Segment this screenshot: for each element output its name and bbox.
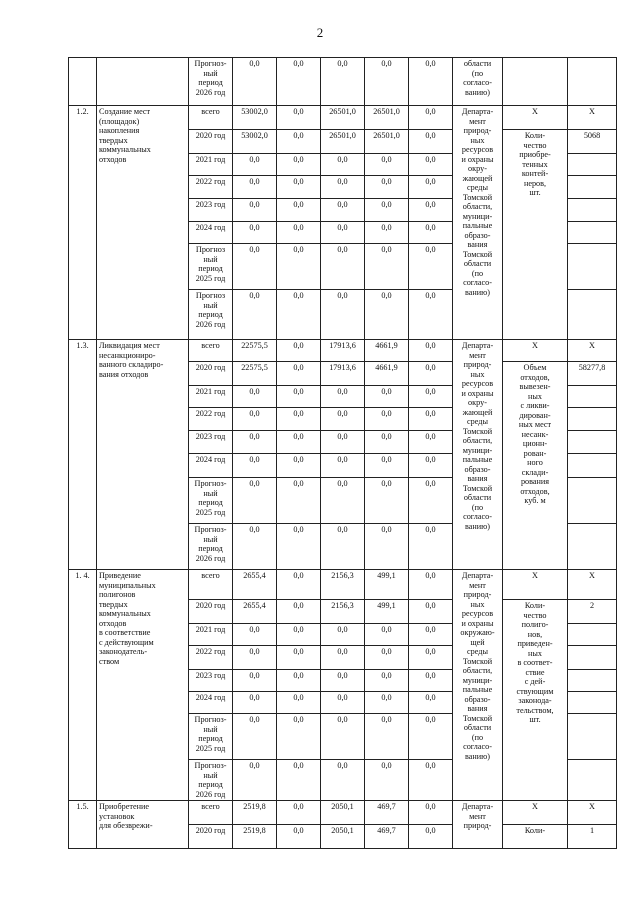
item-name: Приведение муниципальных полигонов твердых коммунальных отходов в соответствие с действующим законодатель- ством — [97, 570, 189, 801]
indicator-value — [568, 408, 617, 431]
amount-cell: 0,0 — [365, 431, 409, 454]
amount-cell: 469,7 — [365, 825, 409, 849]
indicator-value — [568, 624, 617, 646]
amount-cell: 0,0 — [233, 290, 277, 340]
amount-cell: 0,0 — [409, 130, 453, 154]
amount-cell: 0,0 — [233, 222, 277, 244]
indicator-value — [568, 431, 617, 454]
amount-cell: 17913,6 — [321, 340, 365, 362]
indicator-value — [568, 176, 617, 199]
amount-cell: 0,0 — [409, 760, 453, 801]
indicator-value: X — [568, 801, 617, 825]
item-number: 1.3. — [69, 340, 97, 570]
indicator-value — [568, 454, 617, 478]
item-name — [97, 58, 189, 106]
amount-cell: 0,0 — [365, 454, 409, 478]
amount-cell: 0,0 — [321, 58, 365, 106]
amount-cell: 2050,1 — [321, 825, 365, 849]
table-row — [69, 58, 617, 106]
period-label: 2022 год — [189, 408, 233, 431]
amount-cell: 0,0 — [321, 199, 365, 222]
amount-cell: 0,0 — [409, 362, 453, 386]
amount-cell: 0,0 — [277, 760, 321, 801]
program-table — [68, 57, 617, 849]
period-label: 2024 год — [189, 454, 233, 478]
amount-cell: 0,0 — [321, 524, 365, 570]
amount-cell: 0,0 — [233, 714, 277, 760]
amount-cell: 0,0 — [409, 478, 453, 524]
amount-cell: 0,0 — [321, 670, 365, 692]
amount-cell: 0,0 — [277, 692, 321, 714]
amount-cell: 0,0 — [409, 340, 453, 362]
table-body — [69, 58, 617, 849]
amount-cell: 0,0 — [409, 570, 453, 600]
amount-cell: 0,0 — [365, 386, 409, 408]
amount-cell: 0,0 — [233, 408, 277, 431]
indicator-name: Коли- чество полиго- нов, приведен- ных в соответ- ствие с дей- ствующим законода- тельством, шт. — [503, 600, 568, 801]
amount-cell: 0,0 — [233, 646, 277, 670]
amount-cell: 0,0 — [409, 431, 453, 454]
amount-cell: 2655,4 — [233, 570, 277, 600]
table-row — [69, 801, 617, 825]
amount-cell: 0,0 — [233, 176, 277, 199]
amount-cell: 2655,4 — [233, 600, 277, 624]
indicator-value — [568, 154, 617, 176]
amount-cell: 0,0 — [277, 646, 321, 670]
amount-cell: 53002,0 — [233, 106, 277, 130]
indicator-value — [568, 290, 617, 340]
amount-cell: 0,0 — [409, 692, 453, 714]
amount-cell: 0,0 — [277, 176, 321, 199]
indicator-value: X — [568, 570, 617, 600]
amount-cell: 0,0 — [409, 801, 453, 825]
period-label: 2024 год — [189, 222, 233, 244]
amount-cell: 0,0 — [409, 714, 453, 760]
indicator-name — [503, 58, 568, 106]
period-label: 2022 год — [189, 176, 233, 199]
item-name: Приобретение установок для обезврежи- — [97, 801, 189, 849]
period-label: 2023 год — [189, 670, 233, 692]
indicator-value — [568, 670, 617, 692]
amount-cell: 0,0 — [321, 290, 365, 340]
page-number: 2 — [316, 25, 324, 40]
period-label: 2022 год — [189, 646, 233, 670]
item-name: Создание мест (площадок) накопления твердых коммунальных отходов — [97, 106, 189, 340]
amount-cell: 0,0 — [409, 106, 453, 130]
indicator-value — [568, 58, 617, 106]
amount-cell: 0,0 — [277, 408, 321, 431]
period-label: 2020 год — [189, 825, 233, 849]
responsible-executor: Департа- мент природ- — [453, 801, 503, 849]
table-row — [69, 106, 617, 130]
period-label: 2020 год — [189, 600, 233, 624]
amount-cell: 499,1 — [365, 570, 409, 600]
period-label: 2024 год — [189, 692, 233, 714]
amount-cell: 0,0 — [365, 670, 409, 692]
amount-cell: 0,0 — [365, 199, 409, 222]
indicator-value — [568, 646, 617, 670]
indicator-value — [568, 222, 617, 244]
amount-cell: 0,0 — [321, 478, 365, 524]
amount-cell: 0,0 — [409, 624, 453, 646]
period-label: Прогноз- ный период 2026 год — [189, 524, 233, 570]
amount-cell: 0,0 — [277, 570, 321, 600]
amount-cell: 0,0 — [277, 290, 321, 340]
amount-cell: 0,0 — [321, 646, 365, 670]
amount-cell: 0,0 — [365, 176, 409, 199]
amount-cell: 2156,3 — [321, 570, 365, 600]
amount-cell: 0,0 — [409, 825, 453, 849]
table-row — [69, 340, 617, 362]
amount-cell: 0,0 — [233, 670, 277, 692]
amount-cell: 0,0 — [277, 362, 321, 386]
amount-cell: 0,0 — [409, 58, 453, 106]
item-number — [69, 58, 97, 106]
period-label: 2023 год — [189, 199, 233, 222]
amount-cell: 0,0 — [321, 386, 365, 408]
indicator-value — [568, 524, 617, 570]
amount-cell: 0,0 — [409, 386, 453, 408]
table-row — [69, 570, 617, 600]
period-label: Прогноз ный период 2026 год — [189, 290, 233, 340]
indicator-value: X — [568, 106, 617, 130]
amount-cell: 0,0 — [409, 524, 453, 570]
indicator-value: 1 — [568, 825, 617, 849]
amount-cell: 0,0 — [233, 154, 277, 176]
amount-cell: 0,0 — [277, 106, 321, 130]
amount-cell: 0,0 — [409, 154, 453, 176]
indicator-value — [568, 386, 617, 408]
amount-cell: 0,0 — [277, 222, 321, 244]
period-label: Прогноз- ный период 2025 год — [189, 478, 233, 524]
indicator-value — [568, 478, 617, 524]
amount-cell: 0,0 — [321, 454, 365, 478]
amount-cell: 0,0 — [365, 478, 409, 524]
indicator-name: Объем отходов, вывезен- ных с ликви- дирован- ных мест несанк- ционн- рован- ного склади- рования отходов, куб. м — [503, 362, 568, 570]
amount-cell: 0,0 — [277, 624, 321, 646]
indicator-value — [568, 714, 617, 760]
amount-cell: 4661,9 — [365, 362, 409, 386]
amount-cell: 0,0 — [277, 670, 321, 692]
amount-cell: 0,0 — [409, 176, 453, 199]
amount-cell: 0,0 — [409, 408, 453, 431]
indicator-name: X — [503, 801, 568, 825]
amount-cell: 0,0 — [277, 154, 321, 176]
amount-cell: 0,0 — [321, 692, 365, 714]
indicator-name: Коли- чество приобре- тенных контей- неров, шт. — [503, 130, 568, 340]
amount-cell: 0,0 — [277, 524, 321, 570]
amount-cell: 0,0 — [233, 624, 277, 646]
amount-cell: 0,0 — [365, 58, 409, 106]
amount-cell: 2519,8 — [233, 801, 277, 825]
amount-cell: 0,0 — [233, 524, 277, 570]
amount-cell: 2519,8 — [233, 825, 277, 849]
amount-cell: 0,0 — [277, 199, 321, 222]
responsible-executor: Департа- мент природ- ных ресурсов и охраны окружаю- щей среды Томской области, муници- пальные образо- вания Томской области (по согласо- ванию) — [453, 570, 503, 801]
period-label: 2020 год — [189, 362, 233, 386]
amount-cell: 0,0 — [365, 154, 409, 176]
amount-cell: 0,0 — [365, 646, 409, 670]
amount-cell: 0,0 — [365, 408, 409, 431]
amount-cell: 0,0 — [365, 692, 409, 714]
indicator-name: X — [503, 106, 568, 130]
responsible-executor: области (по согласо- ванию) — [453, 58, 503, 106]
amount-cell: 0,0 — [321, 154, 365, 176]
amount-cell: 0,0 — [277, 244, 321, 290]
indicator-value: 5068 — [568, 130, 617, 154]
period-label: 2021 год — [189, 386, 233, 408]
amount-cell: 0,0 — [409, 454, 453, 478]
amount-cell: 0,0 — [233, 431, 277, 454]
period-label: всего — [189, 340, 233, 362]
amount-cell: 0,0 — [233, 760, 277, 801]
amount-cell: 0,0 — [365, 244, 409, 290]
amount-cell: 22575,5 — [233, 362, 277, 386]
indicator-value — [568, 760, 617, 801]
amount-cell: 0,0 — [321, 624, 365, 646]
item-number: 1.2. — [69, 106, 97, 340]
period-label: 2021 год — [189, 624, 233, 646]
amount-cell: 0,0 — [321, 244, 365, 290]
amount-cell: 0,0 — [409, 244, 453, 290]
amount-cell: 0,0 — [365, 524, 409, 570]
period-label: Прогноз- ный период 2026 год — [189, 58, 233, 106]
amount-cell: 0,0 — [277, 478, 321, 524]
indicator-value: 58277,8 — [568, 362, 617, 386]
amount-cell: 26501,0 — [365, 106, 409, 130]
amount-cell: 0,0 — [277, 130, 321, 154]
amount-cell: 0,0 — [365, 624, 409, 646]
amount-cell: 0,0 — [233, 692, 277, 714]
amount-cell: 0,0 — [365, 290, 409, 340]
amount-cell: 0,0 — [233, 386, 277, 408]
responsible-executor: Департа- мент природ- ных ресурсов и охраны окру- жающей среды Томской области, муници- пальные образо- вания Томской области (по согласо- ванию) — [453, 106, 503, 340]
period-label: всего — [189, 801, 233, 825]
amount-cell: 0,0 — [277, 801, 321, 825]
amount-cell: 0,0 — [233, 58, 277, 106]
amount-cell: 0,0 — [233, 199, 277, 222]
indicator-value — [568, 692, 617, 714]
amount-cell: 0,0 — [277, 825, 321, 849]
period-label: всего — [189, 106, 233, 130]
amount-cell: 26501,0 — [321, 130, 365, 154]
period-label: 2020 год — [189, 130, 233, 154]
indicator-name: X — [503, 340, 568, 362]
period-label: Прогноз ный период 2025 год — [189, 244, 233, 290]
indicator-name: Коли- — [503, 825, 568, 849]
amount-cell: 499,1 — [365, 600, 409, 624]
amount-cell: 0,0 — [277, 386, 321, 408]
period-label: всего — [189, 570, 233, 600]
period-label: Прогноз- ный период 2026 год — [189, 760, 233, 801]
amount-cell: 17913,6 — [321, 362, 365, 386]
item-number: 1.5. — [69, 801, 97, 849]
amount-cell: 53002,0 — [233, 130, 277, 154]
indicator-value — [568, 244, 617, 290]
amount-cell: 0,0 — [409, 600, 453, 624]
amount-cell: 26501,0 — [365, 130, 409, 154]
amount-cell: 22575,5 — [233, 340, 277, 362]
amount-cell: 0,0 — [277, 454, 321, 478]
item-name: Ликвидация мест несанкциониро- ванного складиро- вания отходов — [97, 340, 189, 570]
amount-cell: 0,0 — [233, 454, 277, 478]
amount-cell: 0,0 — [365, 714, 409, 760]
amount-cell: 0,0 — [277, 714, 321, 760]
amount-cell: 0,0 — [321, 431, 365, 454]
indicator-value — [568, 199, 617, 222]
amount-cell: 469,7 — [365, 801, 409, 825]
amount-cell: 0,0 — [409, 670, 453, 692]
amount-cell: 0,0 — [321, 760, 365, 801]
amount-cell: 0,0 — [409, 222, 453, 244]
amount-cell: 0,0 — [321, 408, 365, 431]
amount-cell: 0,0 — [233, 478, 277, 524]
amount-cell: 0,0 — [277, 600, 321, 624]
amount-cell: 0,0 — [321, 176, 365, 199]
amount-cell: 0,0 — [365, 760, 409, 801]
amount-cell: 0,0 — [321, 222, 365, 244]
amount-cell: 0,0 — [409, 646, 453, 670]
amount-cell: 0,0 — [277, 58, 321, 106]
amount-cell: 26501,0 — [321, 106, 365, 130]
item-number: 1. 4. — [69, 570, 97, 801]
amount-cell: 0,0 — [277, 431, 321, 454]
amount-cell: 0,0 — [321, 714, 365, 760]
indicator-value: 2 — [568, 600, 617, 624]
amount-cell: 0,0 — [409, 199, 453, 222]
amount-cell: 2050,1 — [321, 801, 365, 825]
amount-cell: 0,0 — [365, 222, 409, 244]
period-label: 2021 год — [189, 154, 233, 176]
amount-cell: 0,0 — [233, 244, 277, 290]
indicator-value: X — [568, 340, 617, 362]
period-label: Прогноз- ный период 2025 год — [189, 714, 233, 760]
amount-cell: 0,0 — [409, 290, 453, 340]
amount-cell: 4661,9 — [365, 340, 409, 362]
amount-cell: 0,0 — [277, 340, 321, 362]
period-label: 2023 год — [189, 431, 233, 454]
responsible-executor: Департа- мент природ- ных ресурсов и охраны окру- жающей среды Томской области, муници- пальные образо- вания Томской области (по согласо- ванию) — [453, 340, 503, 570]
amount-cell: 2156,3 — [321, 600, 365, 624]
indicator-name: X — [503, 570, 568, 600]
